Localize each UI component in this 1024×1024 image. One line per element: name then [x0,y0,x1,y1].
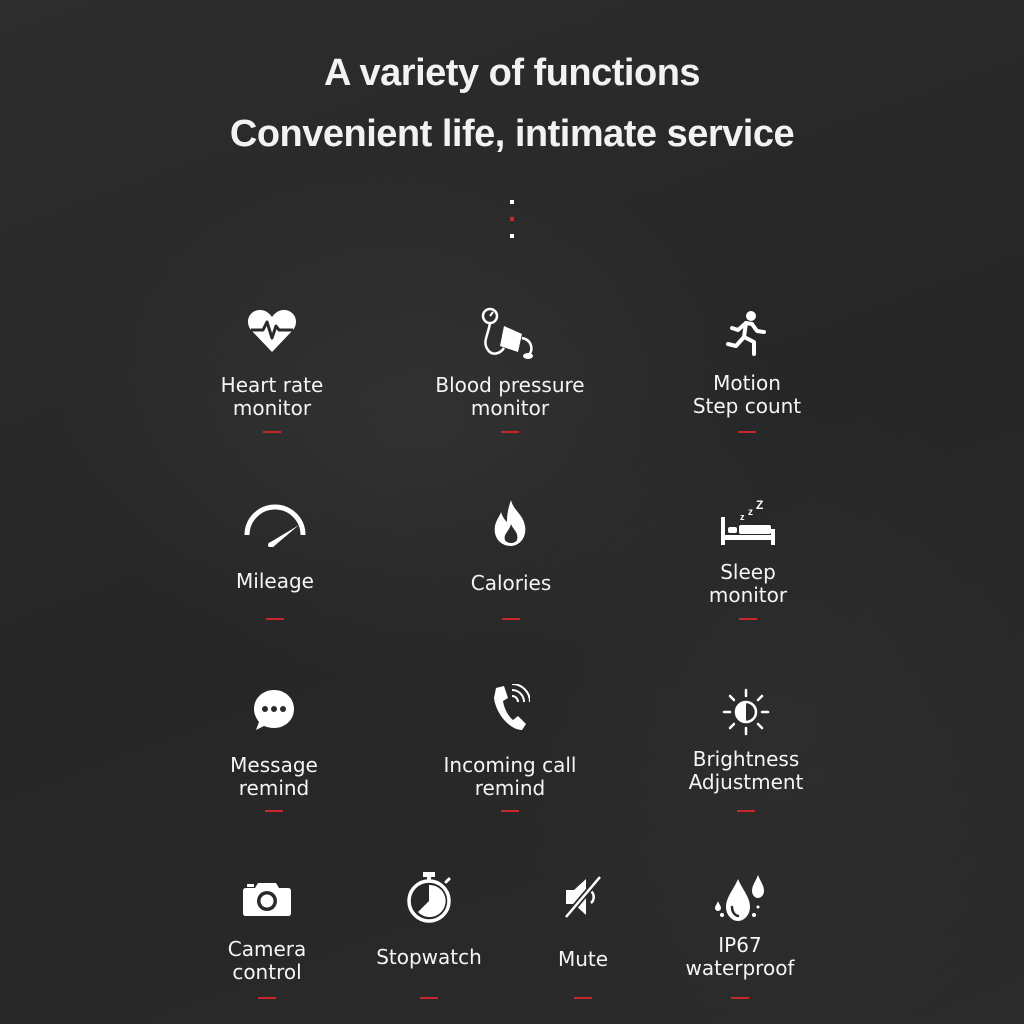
accent-dash [738,431,756,433]
feature-label: IP67 waterproof [685,933,795,980]
feature-label: Mileage [236,569,314,593]
accent-dash [263,431,281,433]
svg-text:z: z [748,507,753,518]
accent-dash [266,618,284,620]
feature-label: Incoming call remind [443,753,577,800]
heart-rate-icon [247,308,297,354]
feature-label: Sleep monitor [708,560,788,607]
feature-label: Blood pressure monitor [435,373,585,420]
svg-text:Z: Z [756,498,764,512]
feature-label: Motion Step count [692,371,802,418]
accent-dash [739,618,757,620]
message-bubble-icon [252,688,296,732]
sleep-bed-icon [718,497,778,547]
accent-dash [420,997,438,999]
divider-dot-accent [510,217,514,221]
divider-dots [510,200,516,251]
feature-label: Calories [470,571,552,595]
stopwatch-icon [406,871,452,923]
feature-label: Message remind [230,753,318,800]
blood-pressure-icon [478,306,542,360]
divider-dot [510,200,514,204]
feature-label: Stopwatch [376,945,482,969]
speedometer-icon [243,503,307,547]
camera-icon [242,879,292,917]
feature-label: Camera control [227,937,307,984]
water-drops-icon [712,871,768,923]
accent-dash [501,810,519,812]
feature-label: Brightness Adjustment [688,747,804,794]
svg-text:z: z [740,512,745,522]
headline-primary: A variety of functions [323,52,701,94]
accent-dash [574,997,592,999]
accent-dash [258,997,276,999]
accent-dash [265,810,283,812]
accent-dash [737,810,755,812]
brightness-icon [722,688,770,736]
mute-speaker-icon [562,875,604,919]
headline-secondary: Convenient life, intimate service [229,113,795,155]
accent-dash [731,997,749,999]
accent-dash [502,618,520,620]
feature-label: Mute [557,947,609,971]
divider-dot [510,234,514,238]
flame-icon [489,498,533,548]
phone-call-icon [490,684,530,732]
running-man-icon [724,310,770,356]
feature-label: Heart rate monitor [220,373,324,420]
accent-dash [501,431,519,433]
